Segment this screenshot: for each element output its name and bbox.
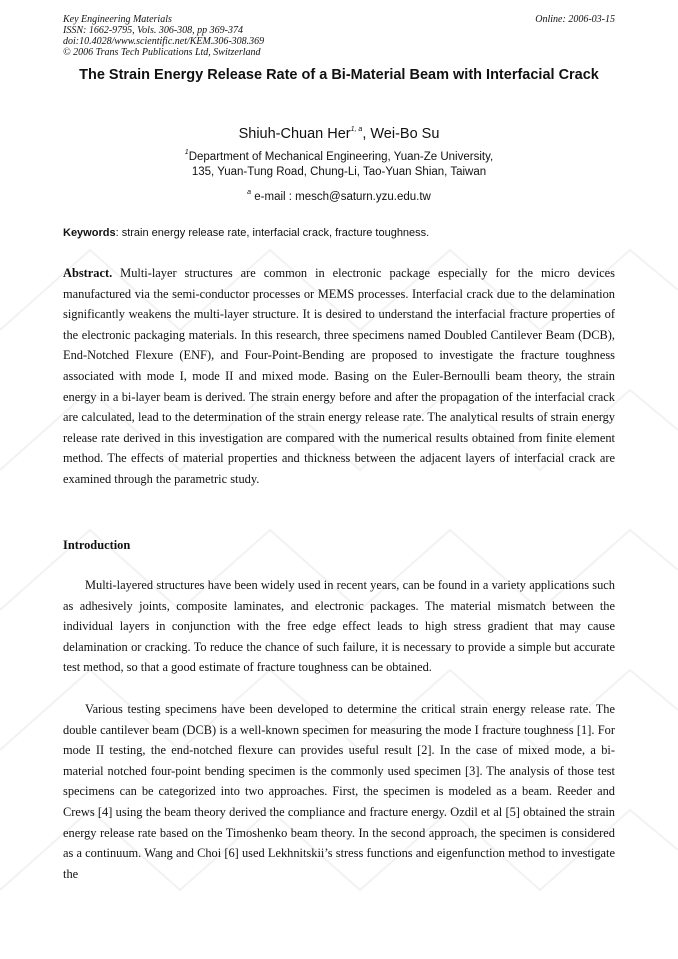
author-superscript: 1, a [350,126,363,133]
abstract-paragraph [63,263,615,490]
intro-paragraph-1: Multi-layered structures have been widely used in recent years, can be found in a variety applications such as adhesively joints, composite laminates, and electronic packages. The material mismatch between the individual layers in conjunction with the free edge effect leads to high stress gradient that may cause delamination or cracking. To reduce the chance of such failure, it is necessary to provide a simple but accurate test method, so that a good estimate of fracture toughness can be obtained. [63,578,615,675]
abstract-text: Multi-layer structures are common in electronic package especially for the micro devices manufactured via the semi-conductor processes or MEMS processes. Interfacial crack due to the delamination significantly weakens the multi-layer structure. It is desired to understand the interfacial fracture properties of the electronic packaging materials. In this research, three specimens named Doubled Cantilever Beam (DCB), End-Notched Flexure (ENF), and Four-Point-Bending are proposed to investigate the fracture toughness associated with mode I, mode II and mixed mode. Basing on the Euler-Bernoulli beam theory, the strain energy in a bi-layer beam is derived. The strain energy before and after the propagation of the interfacial crack are calculated, lead to the determination of the strain energy release rate. The analytical results of strain energy release rate derived in this investigation are compared with the numerical results obtained from finite element method. The effects of material properties and thickness between the adjacent layers of interfacial crack are examined through the parametric study. [63,266,615,486]
copyright-line: © 2006 Trans Tech Publications Ltd, Switzerland [63,47,261,58]
doi-line: doi:10.4028/www.scientific.net/KEM.306-308.369 [63,36,265,47]
issn-line: ISSN: 1662-9795, Vols. 306-308, pp 369-374 [63,25,243,36]
author-name: Shiuh-Chuan Her [238,126,351,142]
intro-paragraph-2: Various testing specimens have been developed to determine the critical strain energy release rate. The double cantilever beam (DCB) is a well-known specimen for measuring the mode I fracture toughness [1]. For mode II testing, the end-notched flexure can provides useful result [2]. In the case of mixed mode, a bi-material notched four-point bending specimen is the commonly used specimen [3]. The analysis of those test specimens can be categorized into two approaches. First, the specimen is modeled as a beam. Reeder and Crews [4] using the beam theory derived the compliance and fracture energy. Ozdil et al [5] obtained the strain energy release rate based on the Timoshenko beam theory. In the second approach, the specimen is considered as a continuum. Wang and Choi [6] used Lekhnitskii’s stress functions and eigenfunction method to investigate the [63,702,615,881]
affiliation-line-2: 135, Yuan-Tung Road, Chung-Li, Tao-Yuan Shian, Taiwan [191,166,487,178]
email-text: e-mail : mesch@saturn.yzu.edu.tw [254,191,431,203]
abstract-label: Abstract. [63,266,113,280]
journal-header [63,14,615,58]
email-superscript: a [247,189,252,196]
journal-name: Key Engineering Materials [63,14,172,25]
online-date: Online: 2006-03-15 [535,14,615,25]
affiliation-text: Department of Mechanical Engineering, Yuan-Ze University, [188,151,494,163]
affiliation-line-1 [63,146,615,164]
affiliation-superscript: 1 [184,149,189,156]
paper-title: The Strain Energy Release Rate of a Bi-Material Beam with Interfacial Crack [79,67,599,83]
introduction-heading: Introduction [63,538,131,552]
keywords-text: : strain energy release rate, interfacial crack, fracture toughness. [115,227,430,239]
author-name: , Wei-Bo Su [362,126,440,142]
keywords [63,226,615,240]
author-line [63,121,615,143]
keywords-label: Keywords [63,227,116,239]
email-line [63,186,615,204]
